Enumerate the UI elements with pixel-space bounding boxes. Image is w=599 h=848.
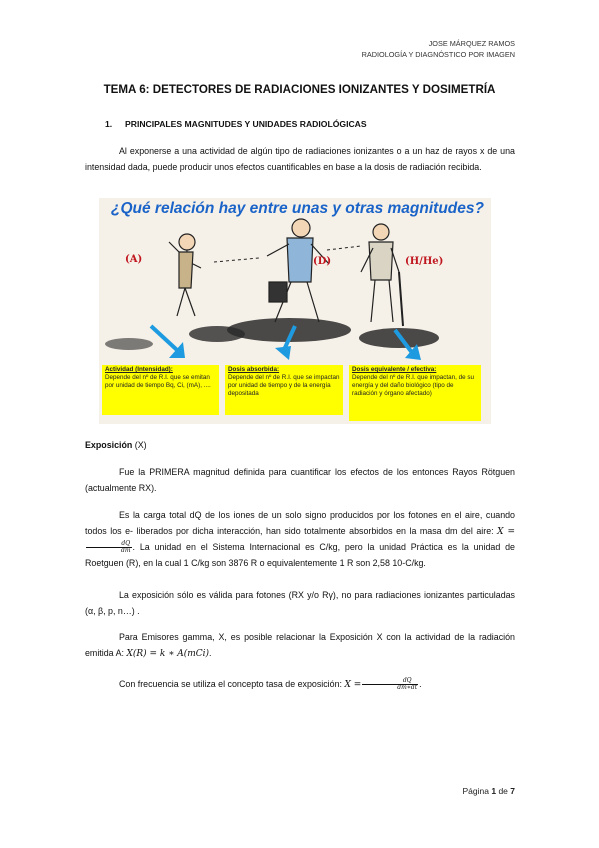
- section-number: 1.: [105, 119, 113, 129]
- exposicion-paragraph-5: [85, 677, 515, 694]
- page-title: TEMA 6: DETECTORES DE RADIACIONES IONIZANTES Y DOSIMETRÍA: [103, 83, 496, 96]
- p2-text-b: . La unidad en el Sistema Internacional es C/kg, pero la unidad Práctica es la unidad de Roetguen (R), en la cual 1 C/kg son 3876 R o equivalentemente 1 R son 2,58 10-C/kg.: [85, 542, 515, 568]
- p2-text-a: Es la carga total dQ de los iones de un solo signo producidos por los fotones en el aire, cuando todos los e- liberados por dicha interacción, han sido totalmente absorbidos en la masa dm del aire:: [85, 510, 515, 536]
- p2-fraction: [86, 541, 132, 554]
- p5-equation-lhs: X =: [344, 680, 362, 690]
- figure-person-a: [169, 234, 201, 316]
- p2-fraction-numerator: dQ: [86, 541, 132, 548]
- page-total: 7: [510, 786, 515, 796]
- box-actividad-heading: Actividad (Intensidad):: [105, 366, 173, 373]
- page-number: [463, 786, 516, 796]
- exposicion-paragraph-4: [85, 630, 515, 662]
- marker-h: (H/He): [405, 256, 444, 267]
- section-heading: [105, 119, 367, 129]
- box-actividad: [102, 365, 219, 415]
- figure-title: ¿Qué relación hay entre unas y otras magnitudes?: [111, 200, 484, 217]
- p5-fraction-denominator: dm∗dt: [397, 684, 418, 692]
- box-dosis-absorbida: [225, 365, 343, 415]
- header-course: RADIOLOGÍA Y DIAGNÓSTICO POR IMAGEN: [361, 50, 515, 59]
- p5-fraction: [362, 678, 418, 691]
- figure-person-d: [267, 219, 332, 322]
- box-dosis-absorbida-heading: Dosis absorbida:: [228, 366, 280, 373]
- p2-equation-lhs: X =: [497, 526, 515, 537]
- intro-paragraph: Al exponerse a una actividad de algún tipo de radiaciones ionizantes o a un haz de rayos x de una intensidad dada, puede producir unos efectos cuantificables en base a la dosis de radiación recibida.: [85, 146, 515, 172]
- exposicion-heading-suffix: (X): [132, 440, 147, 450]
- exposicion-paragraph-3: La exposición sólo es válida para fotones (RX y/o Rγ), no para radiaciones ionizantes particuladas (α, β, p, n…) .: [85, 590, 515, 616]
- page-prefix: Página: [462, 786, 492, 796]
- box-actividad-text: Depende del nº de R.I. que se emitan por unidad de tiempo Bq, Ci, (mA), ....: [105, 374, 211, 389]
- p4-equation: X(R) = k ∗ A(mCi): [126, 648, 210, 659]
- page-current: 1: [491, 786, 497, 796]
- exposicion-paragraph-1: Fue la PRIMERA magnitud definida para cuantificar los efectos de los entonces Rayos Rötguen (actualmente RX).: [85, 467, 515, 493]
- box-dosis-equivalente: [349, 365, 481, 421]
- p5-fraction-numerator: dQ: [362, 678, 418, 685]
- page-middle: de: [496, 786, 511, 796]
- box-dosis-equivalente-heading: Dosis equivalente / efectiva:: [352, 366, 437, 373]
- header-author: JOSE MÁRQUEZ RAMOS: [428, 39, 515, 48]
- p5-text-a: Con frecuencia se utiliza el concepto tasa de exposición:: [119, 679, 345, 689]
- p2-fraction-denominator: dm: [121, 547, 131, 555]
- exposicion-heading-text: Exposición: [85, 440, 133, 450]
- figure-person-h: [361, 224, 403, 326]
- p5-text-b: .: [419, 679, 422, 689]
- marker-d: (D): [313, 256, 332, 267]
- p4-text-b: .: [209, 647, 212, 658]
- section-label: PRINCIPALES MAGNITUDES Y UNIDADES RADIOLÓGICAS: [125, 119, 367, 129]
- box-dosis-equivalente-text: Depende del nº de R.I. que impactan, de su energía y del daño biológico (tipo de radiación y órgano afectado): [352, 374, 475, 397]
- box-dosis-absorbida-text: Depende del nº de R.I. que se impactan por unidad de tiempo y de la energía depositada: [228, 374, 340, 397]
- marker-a: (A): [125, 254, 143, 265]
- magnitudes-illustration: [99, 198, 491, 424]
- p4-text-a: Para Emisores gamma, X, es posible relacionar la Exposición X con la actividad de la radiación emitida A:: [85, 632, 515, 658]
- exposicion-paragraph-2: [85, 508, 515, 571]
- exposicion-heading: [85, 438, 515, 454]
